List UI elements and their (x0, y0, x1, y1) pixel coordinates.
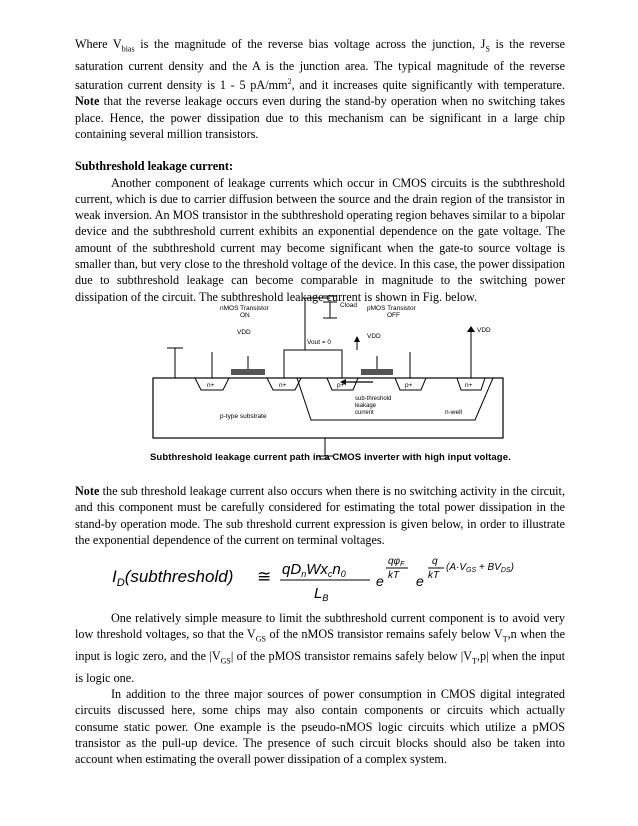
eq-part: F (400, 561, 405, 568)
vdd-label-pmos: VDD (367, 333, 381, 340)
p-plus-label: p+ (337, 382, 345, 389)
eq-part: n (332, 561, 341, 578)
leakage-label-line: sub-threshold (355, 396, 392, 402)
cmos-inverter-figure (145, 290, 515, 470)
text: One relatively simple measure to limit the subthreshold current component is to avoid very low threshold voltages, so that the V (75, 611, 565, 642)
eq-e1: e (376, 573, 384, 589)
subscript: S (485, 44, 490, 54)
text: of the nMOS transistor remains safely below V (265, 627, 503, 642)
section-heading: Subthreshold leakage current: (75, 159, 233, 174)
eq-exp1-den: kT (388, 570, 400, 581)
eq-part: + BV (476, 562, 501, 573)
eq-e2: e (416, 573, 424, 589)
n-plus-label: n+ (465, 382, 473, 389)
eq-part: B (322, 593, 329, 603)
n-plus-label: n+ (207, 382, 215, 389)
eq-part: 0 (340, 569, 346, 579)
eq-part: qD (282, 561, 302, 578)
output-wire (284, 350, 305, 378)
nmos-gate (231, 369, 265, 375)
paragraph-measure (75, 610, 565, 686)
n-plus-label: n+ (279, 382, 287, 389)
n-well-region (297, 378, 493, 420)
nmos-label: nMOS Transistor (220, 305, 269, 312)
vdd-label-well: VDD (477, 327, 491, 334)
eq-part: Wx (306, 561, 328, 578)
subscript: T (472, 656, 477, 666)
eq-part: L (314, 585, 323, 602)
text: is the reverse saturation current density and the A is the junction area. The typical magnitude of the reverse saturation current density is 1 - 5 pA/mm (75, 37, 565, 93)
eq-exp1-num (388, 556, 405, 568)
paragraph-subthreshold: Another component of leakage currents which occur in CMOS circuits is the subthreshold current, which is due to carrier diffusion between the source and the drain region of the transistor in weak inversion. An MOS transistor in the subthreshold operating region behaves similar to a bipolar device and the subthreshold current exhibits an exponential dependence on the gate voltage. The amount of the subthreshold current may become significant when the gate-to source voltage is smaller than, but very close to the threshold voltage of the device. In this case, the power dissipation due to subthreshold leakage can become comparable in magnitude to the switching power dissipation of the circuit. The subthreshold leakage current is shown in Fig. below. (75, 175, 565, 304)
note-label: Note (75, 484, 100, 498)
eq-exp2-num: q (432, 556, 438, 567)
subthreshold-equation (112, 552, 532, 604)
eq-part: n (301, 569, 307, 579)
vout-label: Vout = 0 (307, 339, 332, 346)
eq-part: c (327, 569, 333, 579)
text: is the magnitude of the reverse bias voltage across the junction, J (134, 37, 486, 51)
eq-part: (A·V (446, 562, 466, 573)
substrate-label: p-type substrate (220, 413, 267, 420)
substrate-outline (153, 378, 503, 438)
figure-caption: Subthreshold leakage current path in a CMOS inverter with high input voltage. (150, 452, 511, 463)
eq-lhs (112, 567, 233, 589)
eq-exp2-den: kT (428, 570, 440, 581)
eq-denominator (314, 585, 328, 603)
pmos-gate (361, 369, 393, 375)
pmos-state: OFF (387, 312, 400, 319)
text: , and it increases quite significantly with temperature. (291, 78, 565, 93)
closing-block (75, 610, 565, 768)
current-arrowhead (354, 336, 360, 342)
text: ,p| when the input is logic one. (75, 649, 566, 685)
note-label: Note (75, 94, 100, 109)
eq-part: qφ (388, 556, 401, 567)
nwell-label: n-well (445, 409, 462, 416)
subscript: bias (121, 44, 135, 54)
p-plus-label: p+ (405, 382, 413, 389)
eq-numerator (282, 561, 346, 579)
page-body (75, 36, 565, 305)
eq-part: D (116, 577, 125, 589)
nmos-state: ON (240, 312, 250, 319)
leakage-label-line: leakage (355, 403, 377, 409)
eq-part: GS (466, 567, 477, 574)
pmos-drain-wire (305, 350, 342, 378)
leakage-label (355, 396, 393, 416)
eq-part: I (112, 567, 117, 586)
leakage-label-line: current (355, 410, 374, 416)
eq-exp2-rest (446, 562, 514, 574)
cload-label: Cload (340, 302, 357, 309)
superscript: 2 (287, 77, 292, 87)
vdd-label-nmos: VDD (237, 329, 251, 336)
subscript: GS (220, 656, 231, 666)
paragraph-reverse-bias (75, 36, 565, 142)
text: Where V (75, 37, 122, 51)
eq-part: (subthreshold) (124, 567, 234, 586)
eq-part: DS (500, 567, 511, 574)
text: | of the pMOS transistor remains safely below |V (230, 649, 473, 664)
subscript: T (502, 634, 508, 644)
text: the sub threshold leakage current also occurs when there is no switching activity in the circuit, and this component must be carefully considered for estimating the total power dissipation in the stand-by operation mode. The sub threshold current expression is given below, in order to illustrate the exponential dependence of the current on terminal voltages. (75, 484, 565, 547)
eq-part: ) (510, 562, 514, 573)
vdd-arrow (467, 326, 475, 332)
text: ,n when the input is logic zero, and the |V (75, 627, 565, 664)
eq-approx: ≅ (257, 567, 272, 586)
text: that the reverse leakage occurs even during the stand-by operation when no switching takes place. Hence, the power dissipation due to this mechanism can be significant in a large chip containing several million transistors. (75, 94, 565, 141)
note-block (75, 483, 565, 548)
pmos-label: pMOS Transistor (367, 305, 416, 312)
paragraph-static-power: In addition to the three major sources of power consumption in CMOS digital integrated circuits discussed here, some chips may also contain components or circuits which actually consume static power. One example is the pseudo-nMOS logic circuits which utilize a pMOS transistor as the pull-up device. The presence of such circuit blocks should also be taken into account when estimating the overall power dissipation of a complex system. (75, 687, 565, 767)
paragraph-note (75, 483, 565, 548)
subscript: GS (255, 634, 266, 644)
